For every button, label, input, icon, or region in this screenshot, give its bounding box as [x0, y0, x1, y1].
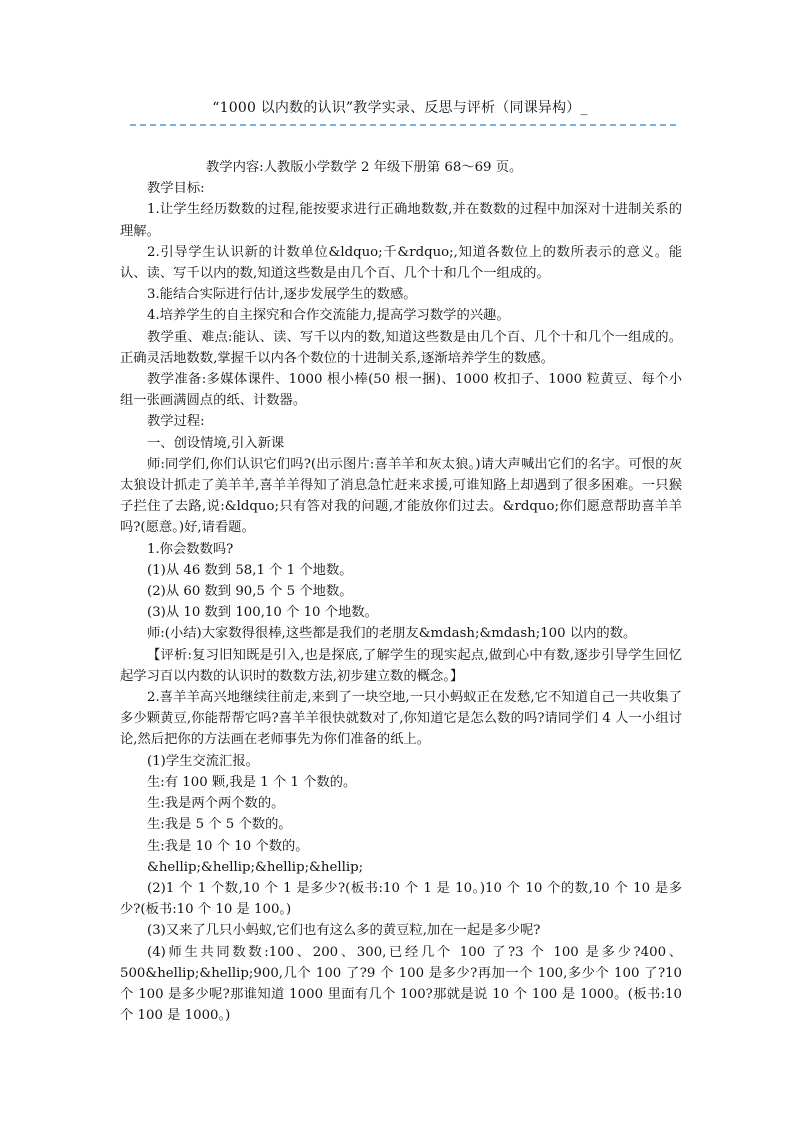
- paragraph: 2.引导学生认识新的计数单位&ldquo;千&rdquo;,知道各数位上的数所表示的意义。能认、读、写千以内的数,知道这些数是由几个百、几个十和几个一组成的。: [120, 244, 682, 282]
- document-title: “1000 以内数的认识”教学实录、反思与评析（同课异构）_: [212, 100, 588, 116]
- paragraph: (4)师生共同数数:100、200、300,已经几个 100 了?3 个 100 是多少?400、500&hellip;&hellip;900,几个 100 了?9 个 100 是多少?再加一个 100,多少个 100 了?10 个 100 是多少呢?那谁知道 1000 里面有几个 100?那就是说 10 个 100 是 1000。(板书:10 个 100 是 1000。): [120, 944, 682, 1024]
- title-divider: [130, 124, 676, 126]
- paragraph: (1)从 46 数到 58,1 个 1 个地数。: [147, 562, 353, 578]
- paragraph: 1.让学生经历数数的过程,能按要求进行正确地数数,并在数数的过程中加深对十进制关系的理解。: [120, 202, 682, 239]
- paragraph: 教学重、难点:能认、读、写千以内的数,知道这些数是由几个百、几个十和几个一组成的。正确灵活地数数,掌握千以内各个数位的十进制关系,逐渐培养学生的数感。: [120, 329, 682, 366]
- commentary-paragraph: 【评析:复习旧知既是引入,也是探底,了解学生的现实起点,做到心中有数,逐步引导学生回忆起学习百以内数的认识时的数数方法,初步建立数的概念。】: [120, 647, 682, 684]
- paragraph: 生:有 100 颗,我是 1 个 1 个数的。: [147, 774, 357, 790]
- paragraph: (2)1 个 1 个数,10 个 1 是多少?(板书:10 个 1 是 10。)10 个 10 个的数,10 个 10 是多少?(板书:10 个 10 是 100。): [120, 880, 682, 918]
- paragraph: 2.喜羊羊高兴地继续往前走,来到了一块空地,一只小蚂蚁正在发愁,它不知道自己一共收集了多少颗黄豆,你能帮帮它吗?喜羊羊很快就数对了,你知道它是怎么数的吗?请同学们 4 人一小组讨论,然后把你的方法画在老师事先为你们准备的纸上。: [120, 690, 682, 748]
- paragraph: 生:我是 5 个 5 个数的。: [147, 817, 292, 833]
- paragraph: 4.培养学生的自主探究和合作交流能力,提高学习数学的兴趣。: [147, 308, 510, 324]
- paragraph: (2)从 60 数到 90,5 个 5 个地数。: [147, 584, 353, 600]
- paragraph: 生:我是两个两个数的。: [147, 796, 285, 812]
- paragraph: 师:同学们,你们认识它们吗?(出示图片:喜羊羊和灰太狼。)请大声喊出它们的名字。可恨的灰太狼设计抓走了美羊羊,喜羊羊得知了消息急忙赶来求援,可谁知路上却遇到了很多困难。一只猴子拦住了去路,说:&ldquo;只有答对我的问题,才能放你们过去。&rdquo;你们愿意帮助喜羊羊吗?(愿意。)好,请看题。: [120, 456, 682, 536]
- paragraph: 生:我是 10 个 10 个数的。: [147, 838, 309, 854]
- paragraph: (1)学生交流汇报。: [147, 753, 259, 769]
- paragraph: 教学内容:人教版小学数学 2 年级下册第 68～69 页。: [206, 160, 523, 175]
- paragraph: (3)又来了几只小蚂蚁,它们也有这么多的黄豆粒,加在一起是多少呢?: [147, 923, 541, 939]
- paragraph: (3)从 10 数到 100,10 个 10 个地数。: [147, 605, 378, 621]
- paragraph: 3.能结合实际进行估计,逐步发展学生的数感。: [147, 287, 417, 303]
- paragraph: 1.你会数数吗?: [147, 541, 234, 557]
- document-body: [120, 157, 682, 1026]
- paragraph: 师:(小结)大家数得很棒,这些都是我们的老朋友&mdash;&mdash;100 以内的数。: [147, 626, 637, 642]
- paragraph: 教学目标:: [147, 181, 205, 197]
- paragraph: &hellip;&hellip;&hellip;&hellip;: [147, 859, 364, 875]
- paragraph: 教学过程:: [147, 414, 205, 430]
- section-heading: 一、创设情境,引入新课: [147, 435, 285, 451]
- paragraph: 教学准备:多媒体课件、1000 根小棒(50 根一捆)、1000 枚扣子、1000 粒黄豆、每个小组一张画满圆点的纸、计数器。: [120, 372, 682, 409]
